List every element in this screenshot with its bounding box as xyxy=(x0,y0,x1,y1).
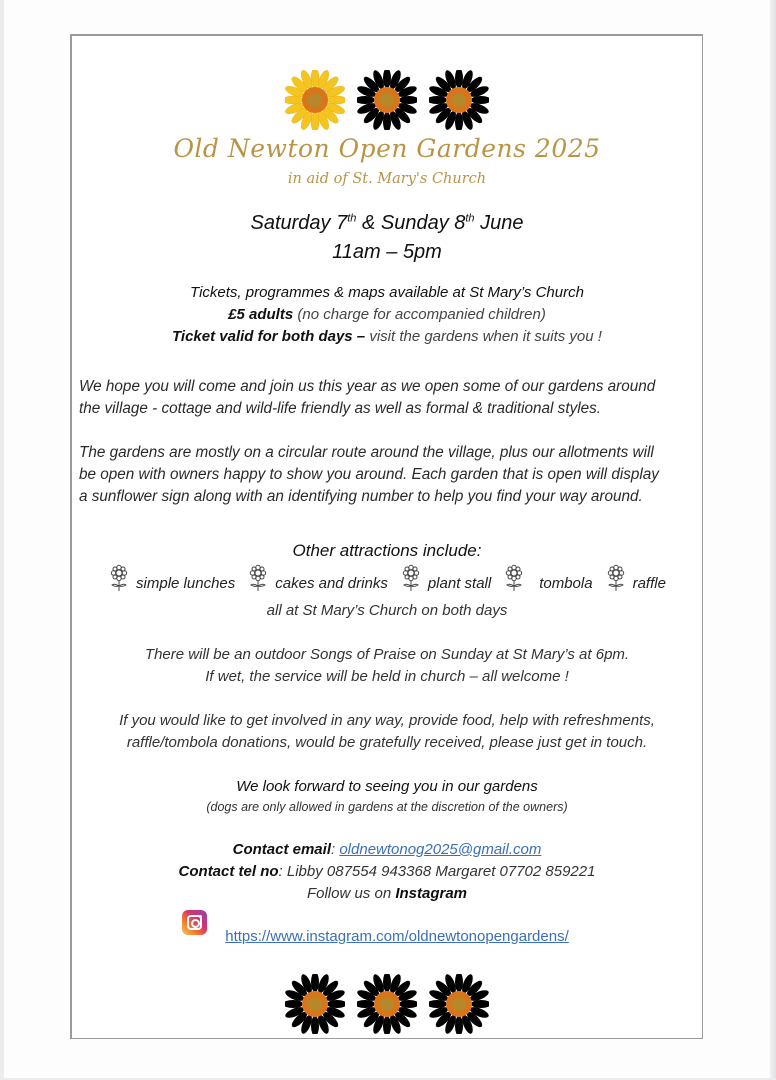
attractions-footer: all at St Mary’s Church on both days xyxy=(266,602,508,619)
window-edge-right xyxy=(770,0,776,1080)
flower-outline-icon xyxy=(108,564,130,592)
attraction-item: simple lunches xyxy=(108,564,235,592)
instagram-url-line xyxy=(82,928,712,945)
sunflowers-top xyxy=(72,70,702,130)
tickets-info: Tickets, programmes & maps available at St Mary’s Church xyxy=(190,284,584,301)
contact-email-line: Contact email: oldnewtonog2025@gmail.com xyxy=(232,841,542,858)
page-subtitle: in aid of St. Mary's Church xyxy=(287,171,487,187)
follow-line: Follow us on Instagram xyxy=(306,885,468,902)
flower-outline-icon xyxy=(247,564,269,592)
page-title: Old Newton Open Gardens 2025 xyxy=(173,134,601,163)
flower-outline-icon xyxy=(503,564,525,592)
attractions-heading: Other attractions include: xyxy=(292,541,482,560)
instagram-link[interactable]: https://www.instagram.com/oldnewtonopengardens/ xyxy=(225,928,569,945)
flyer-page xyxy=(70,34,703,1039)
sunflower-icon xyxy=(429,974,489,1034)
songs-of-praise-line1: There will be an outdoor Songs of Praise on Sunday at St Mary’s at 6pm. xyxy=(144,646,630,663)
sunflower-icon xyxy=(429,70,489,130)
dogs-note: (dogs are only allowed in gardens at the discretion of the owners) xyxy=(206,800,568,814)
attraction-item: cakes and drinks xyxy=(247,564,388,592)
contact-tel-line: Contact tel no: Libby 087554 943368 Margaret 07702 859221 xyxy=(178,863,596,880)
get-involved-line1: If you would like to get involved in any way, provide food, help with refreshments, xyxy=(119,712,655,729)
window-edge-left xyxy=(0,0,4,1080)
ticket-validity: Ticket valid for both days – visit the gardens when it suits you ! xyxy=(172,328,602,345)
sunflower-icon xyxy=(357,974,417,1034)
event-dates: Saturday 7th & Sunday 8th June xyxy=(250,212,524,234)
email-link[interactable]: oldnewtonog2025@gmail.com xyxy=(339,841,542,858)
attractions-list xyxy=(72,564,702,592)
sunflowers-bottom xyxy=(72,974,702,1034)
route-paragraph: The gardens are mostly on a circular route around the village, plus our allotments will be open with owners happy to show you around. Each garden that is open will display a sunflower sign along with an identifying number to help you find your way around. xyxy=(79,444,659,505)
attraction-item: raffle xyxy=(605,564,666,592)
attraction-item: plant stall xyxy=(400,564,491,592)
sunflower-icon xyxy=(285,70,345,130)
attraction-item: tombola xyxy=(503,564,592,592)
songs-of-praise-line2: If wet, the service will be held in church – all welcome ! xyxy=(205,668,569,685)
intro-paragraph: We hope you will come and join us this year as we open some of our gardens around the village - cottage and wild-life friendly as well as formal & traditional styles. xyxy=(79,378,656,417)
flower-outline-icon xyxy=(605,564,627,592)
closing-line: We look forward to seeing you in our gardens xyxy=(236,778,538,795)
sunflower-icon xyxy=(357,70,417,130)
get-involved-line2: raffle/tombola donations, would be gratefully received, please just get in touch. xyxy=(126,734,648,751)
event-time: 11am – 5pm xyxy=(332,241,442,263)
ticket-price: £5 adults (no charge for accompanied children) xyxy=(228,306,546,323)
sunflower-icon xyxy=(285,974,345,1034)
flower-outline-icon xyxy=(400,564,422,592)
